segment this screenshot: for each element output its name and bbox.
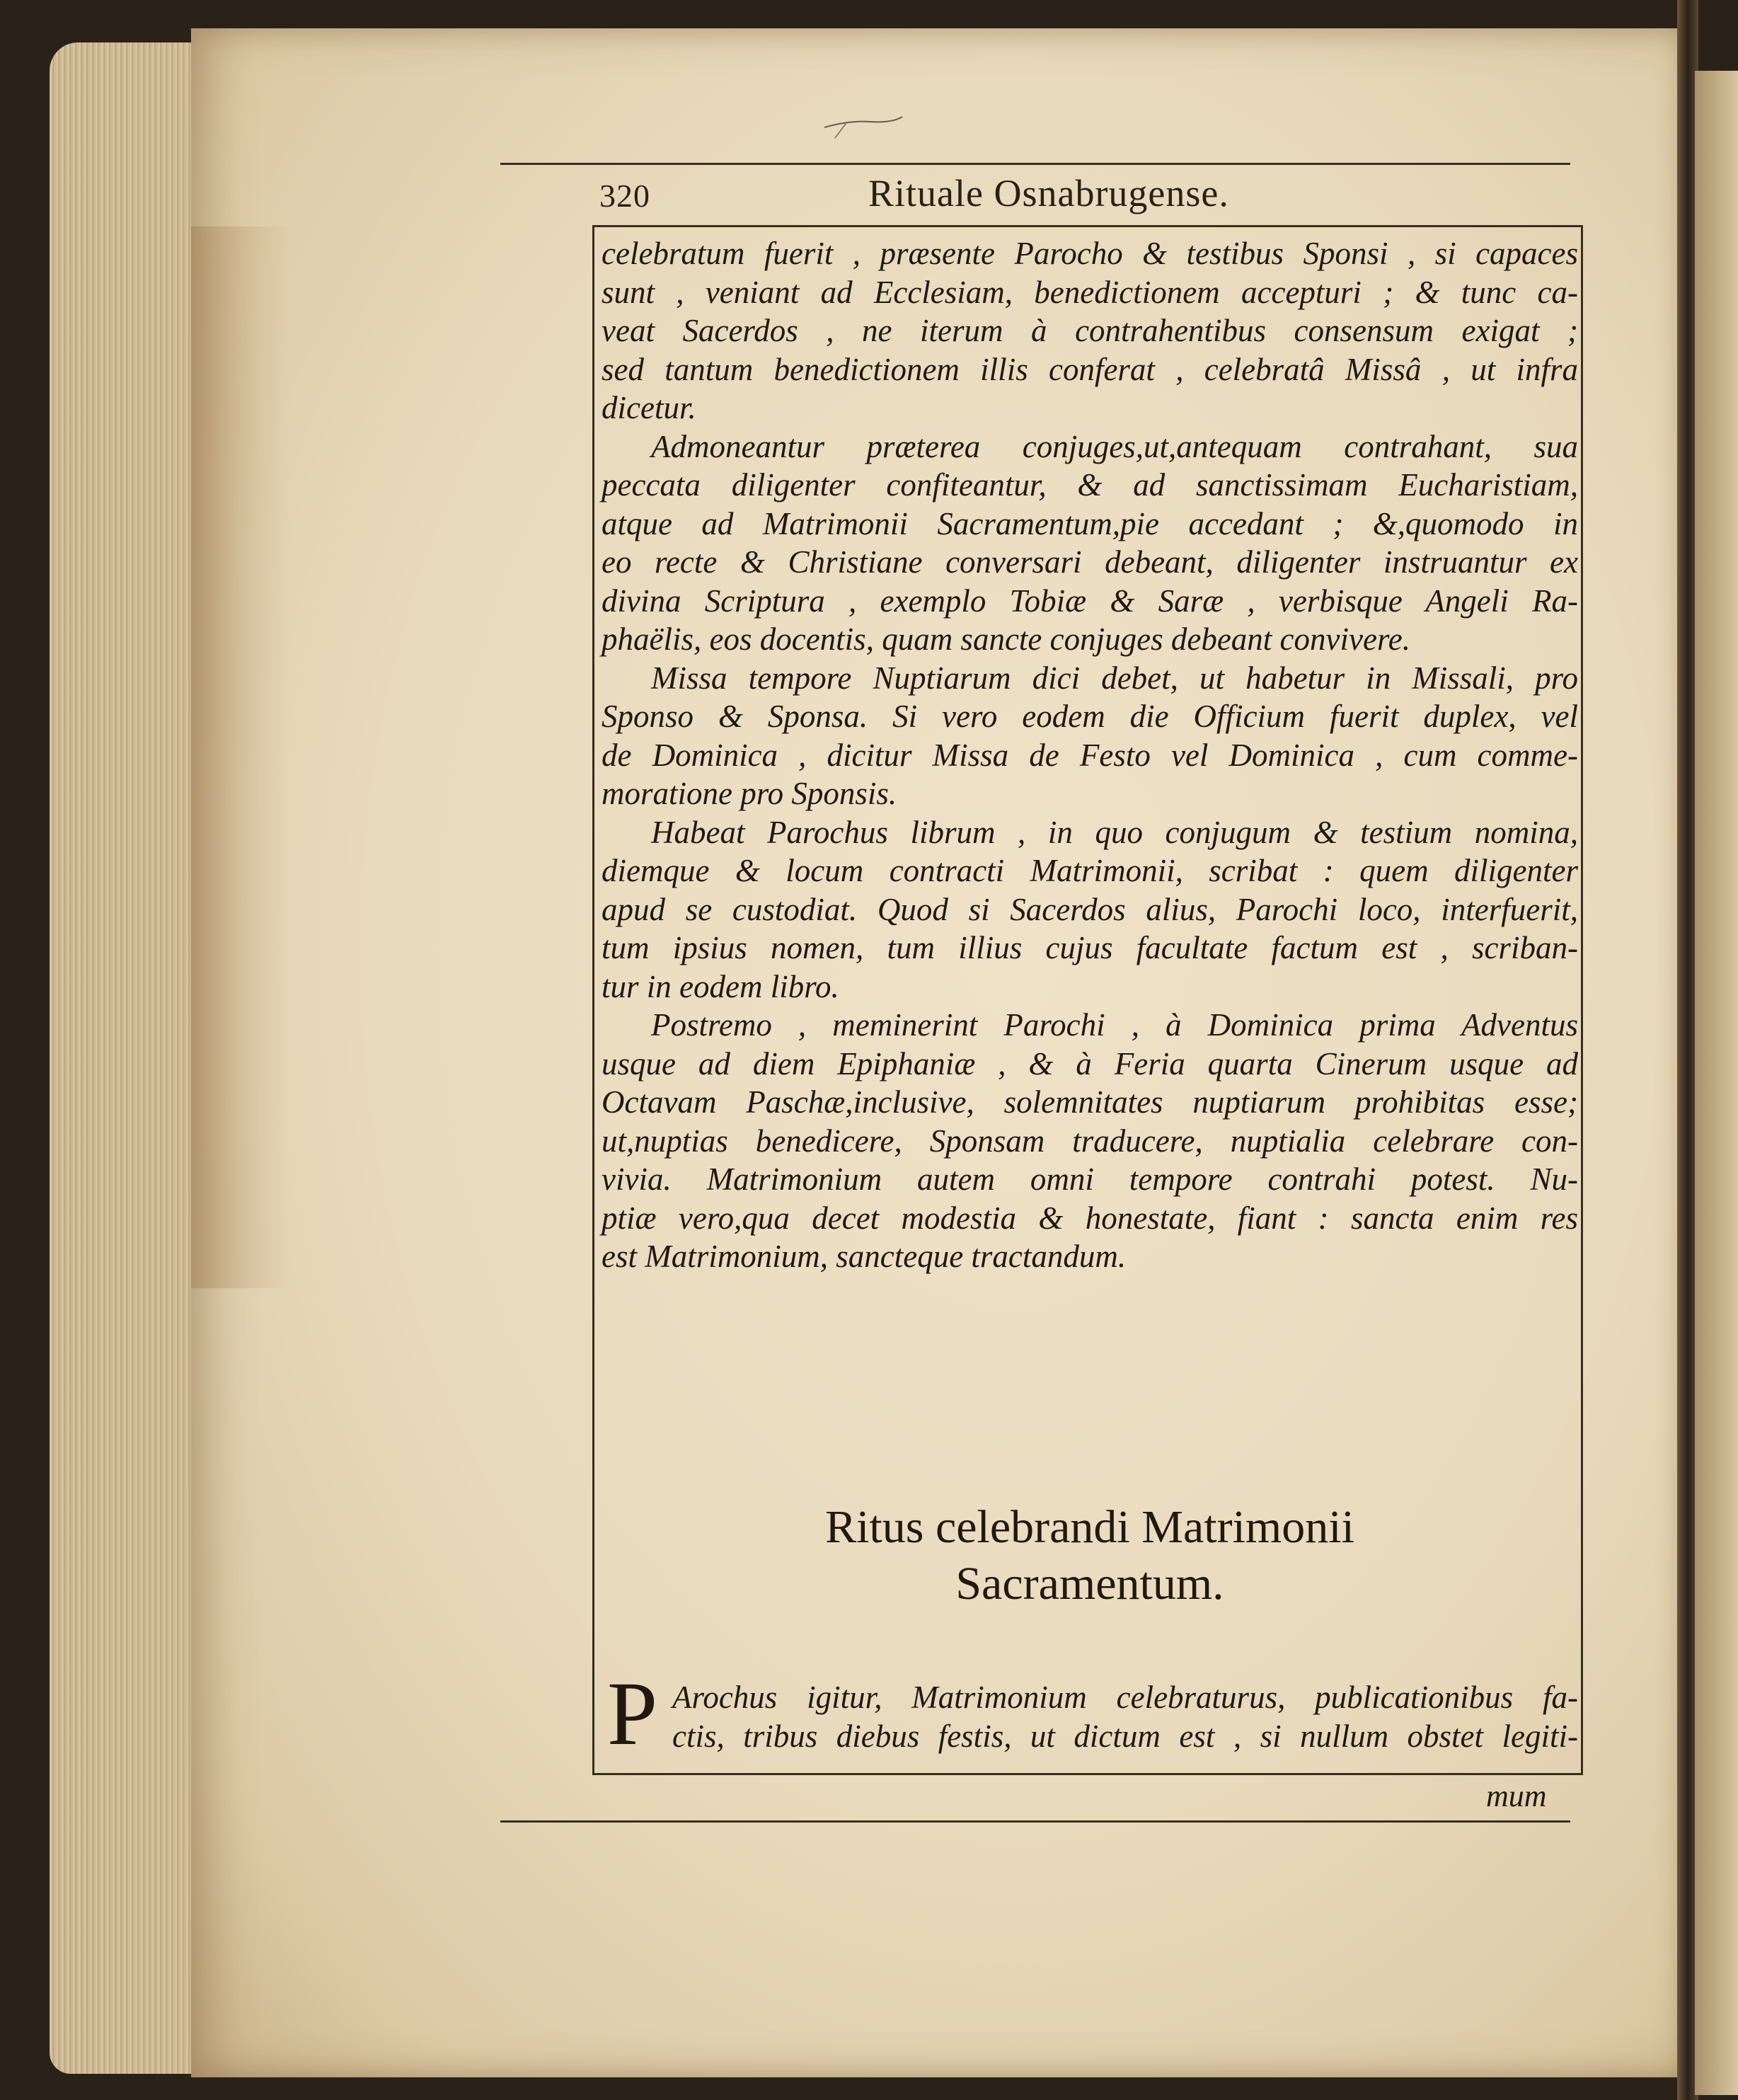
text-line: peccata diligenter confiteantur, & ad sanctissimam Eucharistiam,: [602, 467, 1578, 503]
text-line: celebratum fuerit , præsente Parocho & testibus Sponsi , si capaces: [602, 236, 1578, 271]
catchword: mum: [1486, 1779, 1547, 1813]
frame-top-rule: [594, 226, 1581, 227]
final-paragraph: [594, 1678, 1585, 1755]
text-line: veat Sacerdos , ne iterum à contrahentibus consensum exigat ;: [602, 313, 1578, 348]
text-line: diemque & locum contracti Matrimonii, scribat : quem diligenter: [602, 853, 1578, 888]
page-number: 320: [599, 178, 650, 214]
text-line: Missa tempore Nuptiarum dici debet, ut habetur in Missali, pro: [651, 660, 1578, 696]
drop-cap: P: [607, 1663, 658, 1764]
top-rule: [500, 163, 1570, 165]
text-line: phaëlis, eos docentis, quam sancte conjuges debeant convivere.: [602, 621, 1411, 657]
text-line: ut,nuptias benedicere, Sponsam traducere, nuptialia celebrare con-: [602, 1123, 1578, 1159]
ink-mark: [821, 106, 906, 149]
text-line: Postremo , meminerint Parochi , à Dominica prima Adventus: [651, 1007, 1578, 1043]
section-heading-line1: Ritus celebrandi Matrimonii: [825, 1501, 1354, 1553]
text-line: Admoneantur præterea conjuges,ut,antequam contrahant, sua: [651, 428, 1578, 464]
text-line: dicetur.: [602, 390, 696, 425]
body-text: [594, 234, 1585, 1276]
text-line: sed tantum benedictionem illis conferat , celebratâ Missâ , ut infra: [602, 351, 1578, 387]
text-line: Sponso & Sponsa. Si vero eodem die Officium fuerit duplex, vel: [602, 699, 1578, 734]
text-line: Octavam Paschæ,inclusive, solemnitates nuptiarum prohibitas esse;: [602, 1084, 1578, 1120]
text-line: sunt , veniant ad Ecclesiam, benedictionem accepturi ; & tunc ca-: [602, 274, 1578, 310]
text-line: de Dominica , dicitur Missa de Festo vel Dominica , cum comme-: [602, 737, 1578, 773]
text-line: tur in eodem libro.: [602, 968, 839, 1004]
text-line: moratione pro Sponsis.: [602, 776, 897, 811]
text-line: apud se custodiat. Quod si Sacerdos alius, Parochi loco, interfuerit,: [602, 891, 1578, 927]
text-line: est Matrimonium, sancteque tractandum.: [602, 1239, 1127, 1274]
text-line: ptiæ vero,qua decet modestia & honestate, fiant : sancta enim res: [602, 1200, 1578, 1236]
page-stain: [191, 226, 290, 1288]
text-frame: [592, 225, 1583, 1775]
running-header: [500, 171, 1570, 221]
text-line: usque ad diem Epiphaniæ , & à Feria quarta Cinerum usque ad: [602, 1045, 1578, 1081]
text-line: Arochus igitur, Matrimonium celebraturus, publicationibus fa-: [672, 1680, 1578, 1715]
text-line: divina Scriptura , exemplo Tobiæ & Saræ , verbisque Angeli Ra-: [602, 583, 1578, 619]
facing-page-edge: [1695, 71, 1738, 2095]
bottom-rule: [500, 1820, 1570, 1823]
text-line: vivia. Matrimonium autem omni tempore contrahi potest. Nu-: [602, 1161, 1578, 1197]
text-line: ctis, tribus diebus festis, ut dictum est , si nullum obstet legiti-: [672, 1718, 1578, 1754]
text-line: tum ipsius nomen, tum illius cujus facultate factum est , scriban-: [602, 930, 1578, 965]
running-title: Rituale Osnabrugense.: [868, 172, 1229, 214]
section-heading-line2: Sacramentum.: [955, 1558, 1224, 1610]
text-line: eo recte & Christiane conversari debeant, diligenter instruantur ex: [602, 544, 1578, 580]
text-line: Habeat Parochus librum , in quo conjugum & testium nomina,: [651, 814, 1578, 850]
text-line: atque ad Matrimonii Sacramentum,pie accedant ; &,quomodo in: [602, 505, 1578, 541]
